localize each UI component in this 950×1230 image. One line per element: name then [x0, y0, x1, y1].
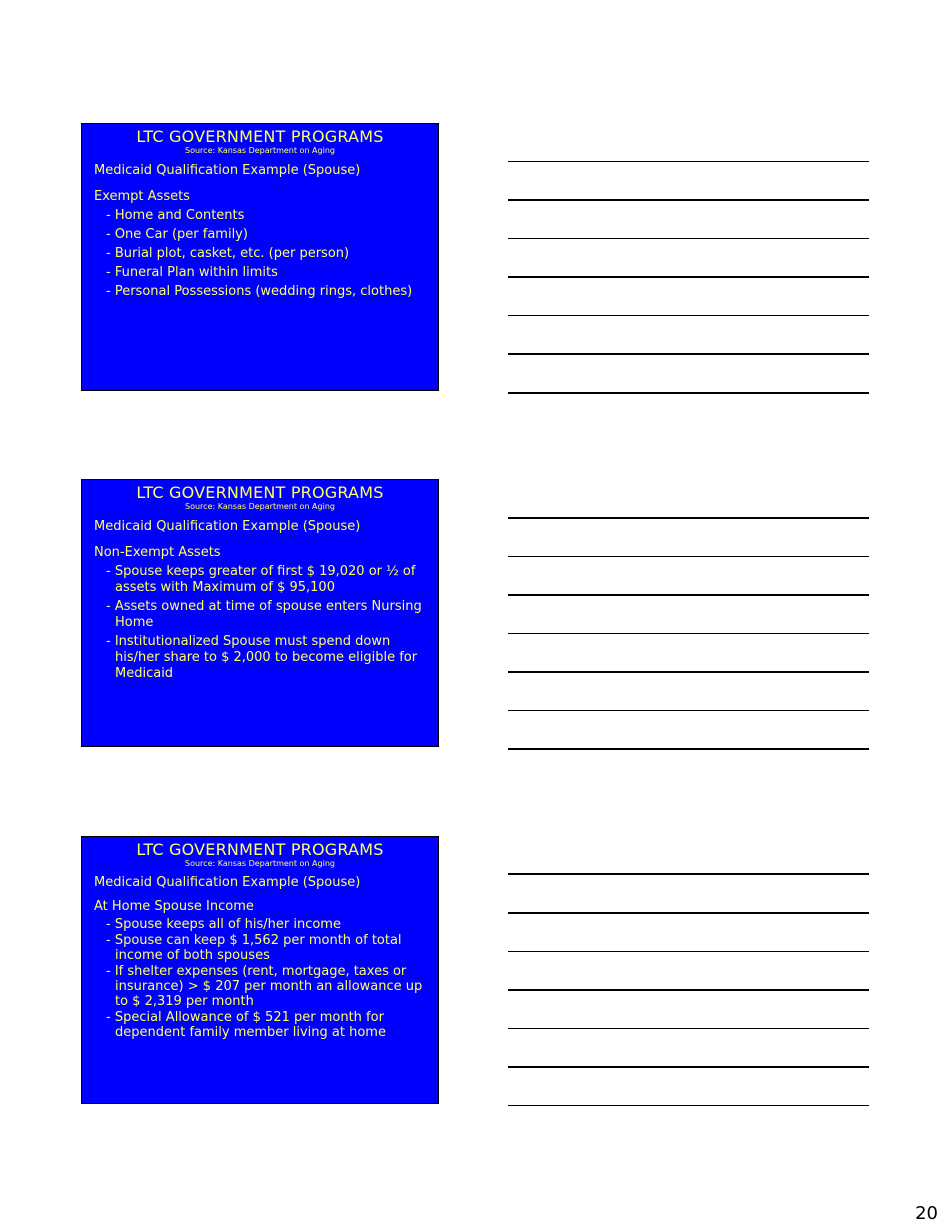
slide-2 [81, 479, 439, 747]
slide-source: Source: Kansas Department on Aging [185, 859, 335, 868]
note-line [508, 951, 869, 952]
slide-section-heading: Non-Exempt Assets [94, 545, 221, 560]
bullet-list [82, 564, 438, 682]
note-line [508, 1028, 869, 1029]
bullet-list [82, 917, 438, 1040]
slide-title: LTC GOVERNMENT PROGRAMS [136, 127, 384, 146]
slide-section-heading: At Home Spouse Income [94, 899, 254, 914]
note-line [508, 1066, 869, 1068]
note-line [508, 276, 869, 278]
note-line [508, 633, 869, 634]
bullet-item: - Burial plot, casket, etc. (per person) [106, 246, 350, 261]
note-line [508, 238, 869, 239]
slide-subtitle: Medicaid Qualification Example (Spouse) [94, 875, 361, 890]
slide-source: Source: Kansas Department on Aging [185, 502, 335, 511]
bullet-item: - Spouse keeps all of his/her income [106, 917, 341, 932]
note-line [508, 1105, 869, 1106]
note-line [508, 873, 869, 875]
note-line [508, 161, 869, 162]
note-line [508, 594, 869, 596]
page-number: 20 [915, 1203, 938, 1224]
note-line [508, 315, 869, 316]
bullet-item: - Home and Contents [106, 208, 245, 223]
note-line [508, 912, 869, 914]
note-line [508, 392, 869, 394]
slide-section-heading: Exempt Assets [94, 189, 190, 204]
bullet-item: - Funeral Plan within limits [106, 265, 278, 280]
bullet-item: - Spouse keeps greater of first $ 19,020 or ½ of assets with Maximum of $ 95,100 [106, 564, 416, 595]
slide-1 [81, 123, 439, 391]
bullet-item: - Assets owned at time of spouse enters Nursing Home [106, 599, 422, 630]
bullet-item: - If shelter expenses (rent, mortgage, taxes or insurance) > $ 207 per month an allowance up to $ 2,319 per month [106, 964, 423, 1009]
slide-3 [81, 836, 439, 1104]
bullet-item: - One Car (per family) [106, 227, 248, 242]
bullet-item: - Special Allowance of $ 521 per month for dependent family member living at home [106, 1010, 386, 1040]
slide-subtitle: Medicaid Qualification Example (Spouse) [94, 163, 361, 178]
note-line [508, 353, 869, 355]
note-line [508, 199, 869, 201]
bullet-item: - Spouse can keep $ 1,562 per month of total income of both spouses [106, 933, 402, 963]
slide-title: LTC GOVERNMENT PROGRAMS [136, 483, 384, 502]
note-line [508, 748, 869, 750]
note-line [508, 989, 869, 991]
bullet-item: - Institutionalized Spouse must spend down his/her share to $ 2,000 to become eligible for Medicaid [106, 634, 418, 681]
note-line [508, 556, 869, 557]
note-line [508, 517, 869, 519]
slide-source: Source: Kansas Department on Aging [185, 146, 335, 155]
note-line [508, 710, 869, 711]
slide-title: LTC GOVERNMENT PROGRAMS [136, 840, 384, 859]
slide-subtitle: Medicaid Qualification Example (Spouse) [94, 519, 361, 534]
bullet-list [82, 208, 438, 300]
bullet-item: - Personal Possessions (wedding rings, clothes) [106, 284, 413, 299]
note-line [508, 671, 869, 673]
